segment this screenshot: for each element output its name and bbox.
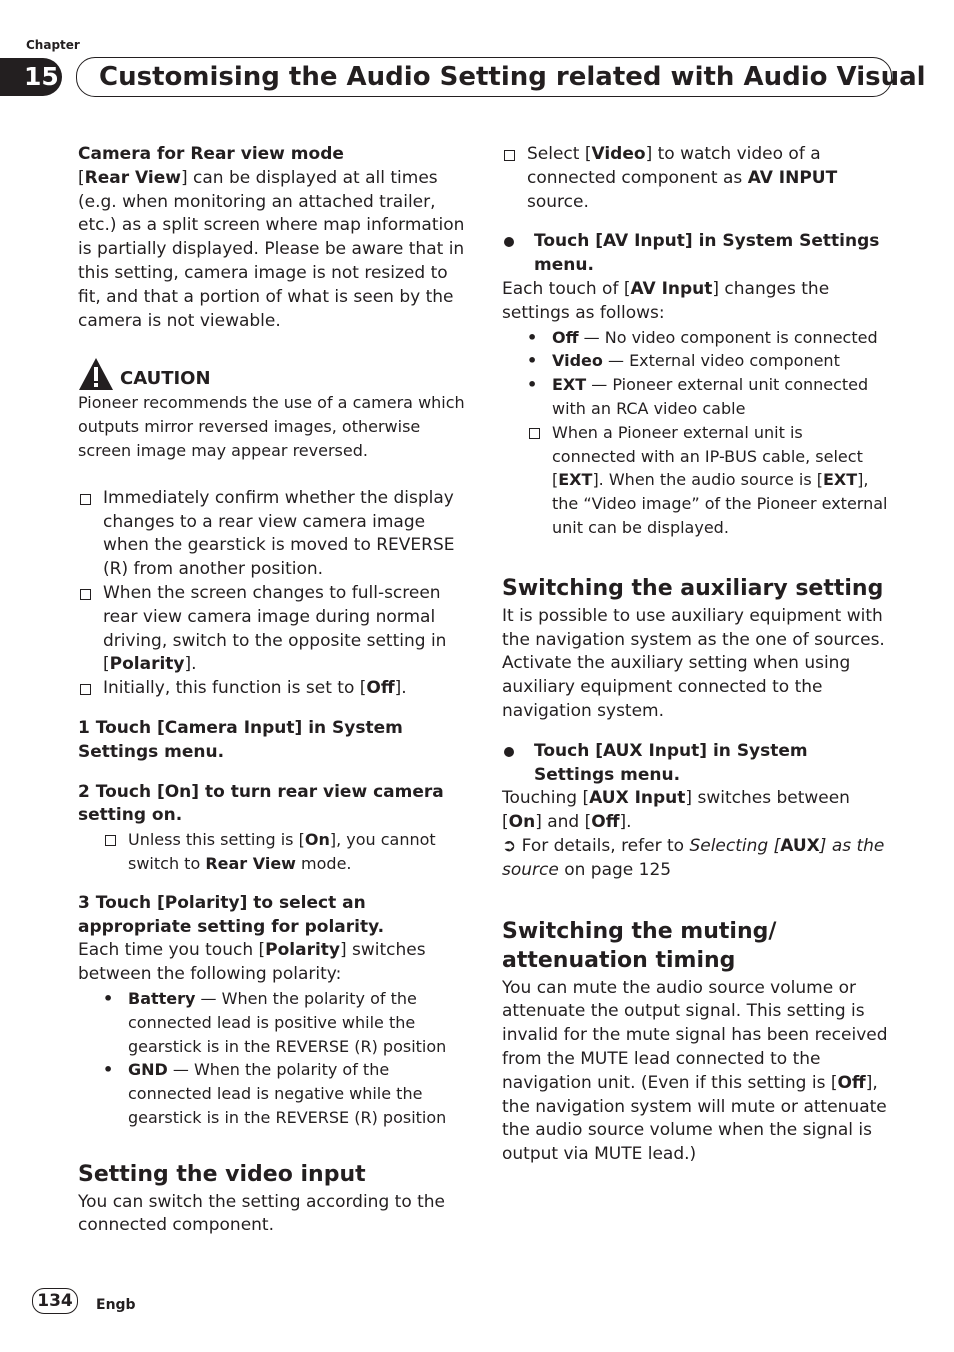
av-input-body: Each touch of [AV Input] changes the settings as follows:	[502, 278, 830, 323]
note-box-icon	[78, 677, 103, 701]
camera-heading: Camera for Rear view mode	[78, 144, 344, 164]
note-box-icon	[78, 487, 103, 582]
mute-heading: Switching the muting/ attenuation timing	[502, 918, 777, 973]
bullet-dot-icon	[502, 740, 534, 788]
video-input-heading: Setting the video input	[78, 1161, 366, 1187]
note-item: Immediately confirm whether the display changes to a rear view camera image when the gearstick is moved to REVERSE (R) from another position.	[78, 487, 468, 582]
aux-body-2: Touching [AUX Input] switches between [On] and [Off].	[502, 788, 850, 833]
chapter-label: Chapter	[26, 38, 80, 52]
ext-note: When a Pioneer external unit is connected with an IP-BUS cable, select [EXT]. When the audio source is [EXT], the “Video image” of the Pioneer external unit can be displayed.	[502, 421, 888, 540]
aux-input-step: Touch [AUX Input] in System Settings menu.	[502, 740, 888, 788]
note-item: Select [Video] to watch video of a connected component as AV INPUT source.	[502, 143, 888, 214]
note-box-icon	[78, 582, 103, 677]
list-item: • GND — When the polarity of the connected lead is negative while the gearstick is in the REVERSE (R) position	[103, 1060, 447, 1127]
list-item: • Off — No video component is connected	[527, 327, 878, 347]
chapter-number: 15	[0, 58, 62, 96]
note-box-icon	[103, 828, 128, 876]
mute-body: You can mute the audio source volume or attenuate the output signal. This setting is invalid for the mute signal has been received from the MUTE lead connected to the navigation unit. (Even if this setting is [Off], the navigation system will mute or attenuate the audio source volume when the signal is output via MUTE lead.)	[502, 977, 888, 1165]
step-1: 1 Touch [Camera Input] in System Settings menu.	[78, 717, 403, 762]
caution-label: CAUTION	[120, 368, 211, 390]
note-item: Initially, this function is set to [Off].	[78, 677, 468, 701]
aux-heading: Switching the auxiliary setting	[502, 575, 884, 601]
list-item: • Battery — When the polarity of the connected lead is positive while the gearstick is in the REVERSE (R) position	[103, 988, 447, 1056]
step-3: 3 Touch [Polarity] to select an appropriate setting for polarity.	[78, 892, 385, 937]
language-code: Engb	[96, 1297, 136, 1313]
note-item: When the screen changes to full-screen rear view camera image during normal driving, switch to the opposite setting in [Polarity].	[78, 582, 468, 677]
video-input-body: You can switch the setting according to the connected component.	[78, 1191, 446, 1236]
right-column	[502, 143, 888, 1167]
step-3-body: Each time you touch [Polarity] switches between the following polarity:	[78, 940, 426, 985]
aux-reference: ➲ For details, refer to Selecting [AUX] as the source on page 125	[502, 835, 885, 880]
bullet-dot-icon	[502, 230, 534, 278]
list-item: • EXT — Pioneer external unit connected with an RCA video cable	[527, 375, 869, 418]
camera-body: [Rear View] can be displayed at all times (e.g. when monitoring an attached trailer, etc.) as a split screen where map information is partially displayed. Please be aware that in this setting, camera image is not resized to fit, and that a portion of what is seen by the camera is not viewable.	[78, 167, 465, 331]
reference-arrow-icon: ➲	[502, 835, 517, 856]
chapter-title: Customising the Audio Setting related with Audio Visual	[76, 57, 892, 97]
step-2: 2 Touch [On] to turn rear view camera setting on.	[78, 781, 444, 826]
left-column	[78, 143, 468, 1238]
warning-icon	[78, 357, 114, 391]
page-number: 134	[32, 1288, 78, 1314]
step-2-note: Unless this setting is [On], you cannot switch to Rear View mode.	[78, 828, 468, 876]
note-box-icon	[527, 421, 552, 540]
caution-heading	[78, 357, 468, 391]
aux-body: It is possible to use auxiliary equipment with the navigation system as the one of sources. Activate the auxiliary setting when using auxiliary equipment connected to the navigation system.	[502, 605, 885, 721]
list-item: • Video — External video component	[527, 351, 840, 371]
av-input-step: Touch [AV Input] in System Settings menu.	[502, 230, 888, 278]
note-box-icon	[502, 143, 527, 214]
caution-text: Pioneer recommends the use of a camera which outputs mirror reversed images, otherwise screen image may appear reversed.	[78, 393, 465, 460]
